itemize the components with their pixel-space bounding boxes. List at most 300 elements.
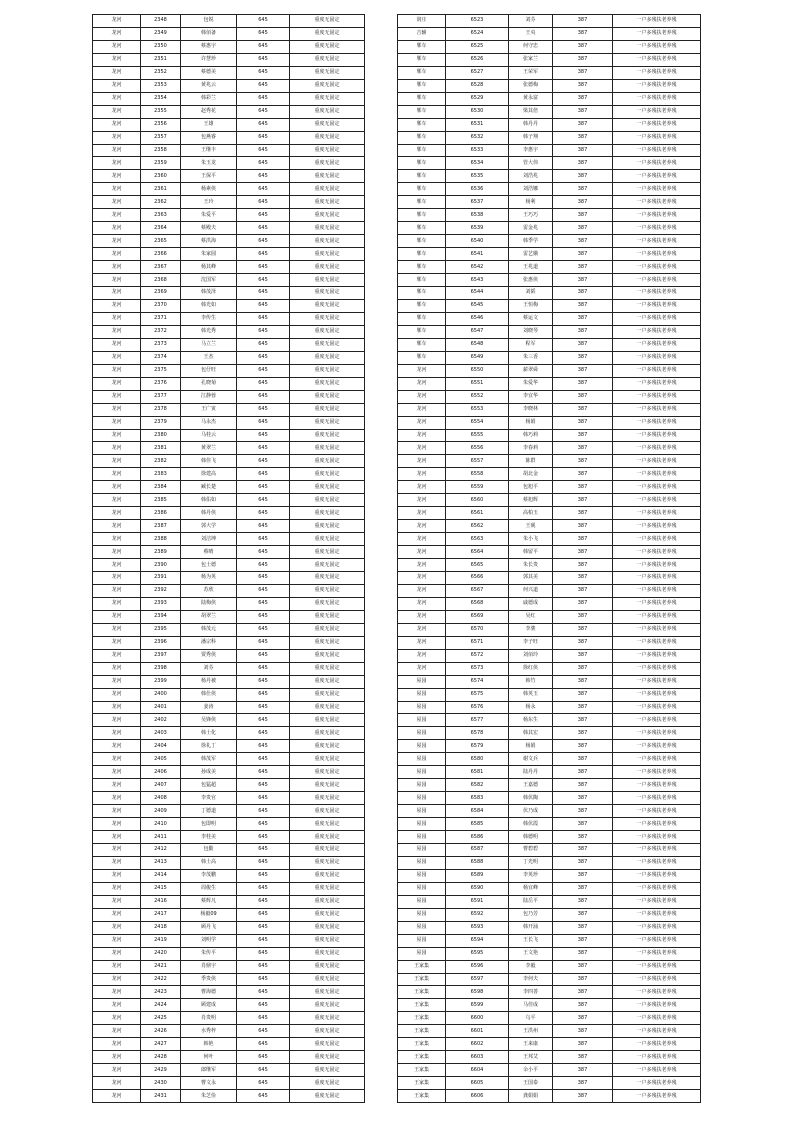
- id-cell: 6561: [446, 507, 509, 520]
- id-cell: 2382: [141, 455, 181, 468]
- region-cell: 龙河: [93, 546, 141, 559]
- region-cell: 屋园: [398, 805, 446, 818]
- category-cell: 重度无固定: [290, 183, 365, 196]
- table-row: [398, 844, 701, 857]
- region-cell: 龙河: [93, 429, 141, 442]
- region-cell: 龙河: [93, 92, 141, 105]
- table-row: [398, 805, 701, 818]
- name-cell: 周俊生: [181, 882, 237, 895]
- id-cell: 2378: [141, 403, 181, 416]
- table-row: [398, 714, 701, 727]
- category-cell: 一户多残扶老养残: [613, 675, 701, 688]
- amount-cell: 645: [237, 947, 290, 960]
- name-cell: 李桂美: [181, 831, 237, 844]
- name-cell: 包锐: [181, 15, 237, 28]
- table-row: [93, 1012, 365, 1025]
- category-cell: 重度无固定: [290, 1064, 365, 1077]
- amount-cell: 645: [237, 183, 290, 196]
- name-cell: 朱芝俭: [181, 1090, 237, 1103]
- amount-cell: 645: [237, 507, 290, 520]
- name-cell: 贾秀侠: [181, 649, 237, 662]
- name-cell: 王继丰: [181, 144, 237, 157]
- table-row: [93, 261, 365, 274]
- id-cell: 6597: [446, 973, 509, 986]
- table-row: [398, 53, 701, 66]
- region-cell: 王家集: [398, 1012, 446, 1025]
- table-row: [398, 261, 701, 274]
- name-cell: 杨毅09: [181, 908, 237, 921]
- name-cell: 韩开涌: [509, 921, 553, 934]
- category-cell: 重度无固定: [290, 118, 365, 131]
- table-row: [93, 792, 365, 805]
- id-cell: 2363: [141, 209, 181, 222]
- table-row: [398, 818, 701, 831]
- id-cell: 6552: [446, 390, 509, 403]
- name-cell: 陆梅侠: [181, 597, 237, 610]
- name-cell: 杨东生: [509, 714, 553, 727]
- table-row: [93, 40, 365, 53]
- region-cell: 龙河: [398, 429, 446, 442]
- category-cell: 重度无固定: [290, 131, 365, 144]
- region-cell: 龙河: [93, 15, 141, 28]
- id-cell: 6553: [446, 403, 509, 416]
- table-row: [93, 895, 365, 908]
- amount-cell: 387: [553, 986, 613, 999]
- category-cell: 重度无固定: [290, 779, 365, 792]
- category-cell: 一户多残扶老养残: [613, 779, 701, 792]
- category-cell: 一户多残扶老养残: [613, 222, 701, 235]
- amount-cell: 387: [553, 131, 613, 144]
- table-row: [93, 688, 365, 701]
- category-cell: 重度无固定: [290, 429, 365, 442]
- category-cell: 一户多残扶老养残: [613, 299, 701, 312]
- table-row: [93, 675, 365, 688]
- table-row: [398, 973, 701, 986]
- region-cell: 龙河: [398, 507, 446, 520]
- category-cell: 重度无固定: [290, 818, 365, 831]
- region-cell: 郸车: [398, 196, 446, 209]
- name-cell: 季贵侠: [181, 973, 237, 986]
- amount-cell: 387: [553, 533, 613, 546]
- name-cell: 杨丹被: [181, 675, 237, 688]
- amount-cell: 387: [553, 1025, 613, 1038]
- id-cell: 2362: [141, 196, 181, 209]
- name-cell: 赵秀花: [181, 105, 237, 118]
- table-row: [93, 1064, 365, 1077]
- amount-cell: 645: [237, 805, 290, 818]
- id-cell: 6583: [446, 792, 509, 805]
- region-cell: 龙河: [93, 261, 141, 274]
- amount-cell: 387: [553, 312, 613, 325]
- region-cell: 龙河: [398, 377, 446, 390]
- category-cell: 一户多残扶老养残: [613, 364, 701, 377]
- table-row: [93, 442, 365, 455]
- category-cell: 重度无固定: [290, 559, 365, 572]
- region-cell: 龙河: [93, 481, 141, 494]
- region-cell: 龙河: [93, 999, 141, 1012]
- table-row: [93, 571, 365, 584]
- category-cell: 重度无固定: [290, 960, 365, 973]
- region-cell: 郸车: [398, 183, 446, 196]
- category-cell: 重度无固定: [290, 53, 365, 66]
- region-cell: 郸车: [398, 209, 446, 222]
- amount-cell: 387: [553, 934, 613, 947]
- amount-cell: 387: [553, 377, 613, 390]
- amount-cell: 645: [237, 520, 290, 533]
- region-cell: 龙河: [93, 299, 141, 312]
- name-cell: 韩仕侠: [181, 688, 237, 701]
- name-cell: 朱爱平: [181, 209, 237, 222]
- name-cell: 刘洁坤: [181, 533, 237, 546]
- amount-cell: 645: [237, 649, 290, 662]
- category-cell: 重度无固定: [290, 856, 365, 869]
- region-cell: 龙河: [398, 403, 446, 416]
- amount-cell: 645: [237, 714, 290, 727]
- table-row: [398, 1064, 701, 1077]
- category-cell: 重度无固定: [290, 1038, 365, 1051]
- id-cell: 2384: [141, 481, 181, 494]
- table-row: [398, 481, 701, 494]
- name-cell: 王砚: [509, 520, 553, 533]
- amount-cell: 645: [237, 986, 290, 999]
- table-row: [398, 856, 701, 869]
- category-cell: 重度无固定: [290, 1012, 365, 1025]
- amount-cell: 645: [237, 1064, 290, 1077]
- id-cell: 6540: [446, 235, 509, 248]
- id-cell: 2376: [141, 377, 181, 390]
- name-cell: 王广寅: [181, 403, 237, 416]
- table-row: [93, 934, 365, 947]
- region-cell: 龙河: [93, 675, 141, 688]
- id-cell: 6567: [446, 584, 509, 597]
- amount-cell: 645: [237, 740, 290, 753]
- amount-cell: 387: [553, 571, 613, 584]
- id-cell: 2403: [141, 727, 181, 740]
- amount-cell: 387: [553, 869, 613, 882]
- table-row: [93, 818, 365, 831]
- name-cell: 潘宗科: [181, 636, 237, 649]
- region-cell: 龙河: [93, 792, 141, 805]
- region-cell: 郸车: [398, 118, 446, 131]
- region-cell: 郸车: [398, 235, 446, 248]
- id-cell: 6598: [446, 986, 509, 999]
- category-cell: 一户多残扶老养残: [613, 455, 701, 468]
- id-cell: 6527: [446, 66, 509, 79]
- category-cell: 重度无固定: [290, 442, 365, 455]
- amount-cell: 387: [553, 170, 613, 183]
- amount-cell: 645: [237, 390, 290, 403]
- id-cell: 2374: [141, 351, 181, 364]
- name-cell: 乌平: [509, 1012, 553, 1025]
- table-row: [398, 118, 701, 131]
- name-cell: 刘晓琴: [509, 325, 553, 338]
- id-cell: 2353: [141, 79, 181, 92]
- amount-cell: 645: [237, 105, 290, 118]
- id-cell: 2389: [141, 546, 181, 559]
- table-row: [93, 235, 365, 248]
- amount-cell: 387: [553, 831, 613, 844]
- category-cell: 重度无固定: [290, 947, 365, 960]
- table-row: [93, 507, 365, 520]
- region-cell: 屋园: [398, 714, 446, 727]
- region-cell: 龙河: [398, 520, 446, 533]
- table-row: [398, 1025, 701, 1038]
- name-cell: 陆丹丹: [509, 766, 553, 779]
- amount-cell: 387: [553, 973, 613, 986]
- amount-cell: 387: [553, 805, 613, 818]
- name-cell: 李贵官: [181, 792, 237, 805]
- category-cell: 重度无固定: [290, 610, 365, 623]
- category-cell: 一户多残扶老养残: [613, 170, 701, 183]
- id-cell: 2410: [141, 818, 181, 831]
- region-cell: 屋园: [398, 844, 446, 857]
- id-cell: 2368: [141, 274, 181, 287]
- id-cell: 6526: [446, 53, 509, 66]
- amount-cell: 387: [553, 364, 613, 377]
- table-row: [93, 92, 365, 105]
- table-row: [398, 1012, 701, 1025]
- region-cell: 龙河: [398, 533, 446, 546]
- category-cell: 重度无固定: [290, 416, 365, 429]
- id-cell: 6529: [446, 92, 509, 105]
- table-row: [398, 649, 701, 662]
- category-cell: 重度无固定: [290, 507, 365, 520]
- id-cell: 2395: [141, 623, 181, 636]
- id-cell: 2402: [141, 714, 181, 727]
- id-cell: 6604: [446, 1064, 509, 1077]
- category-cell: 重度无固定: [290, 1051, 365, 1064]
- id-cell: 2351: [141, 53, 181, 66]
- name-cell: 包旭平: [509, 481, 553, 494]
- name-cell: 王保平: [181, 170, 237, 183]
- name-cell: 肖贵明: [181, 1012, 237, 1025]
- amount-cell: 387: [553, 351, 613, 364]
- id-cell: 6579: [446, 740, 509, 753]
- region-cell: 龙河: [93, 183, 141, 196]
- id-cell: 6591: [446, 895, 509, 908]
- table-row: [93, 766, 365, 779]
- table-row: [93, 299, 365, 312]
- id-cell: 2355: [141, 105, 181, 118]
- table-row: [398, 403, 701, 416]
- id-cell: 6585: [446, 818, 509, 831]
- amount-cell: 387: [553, 960, 613, 973]
- name-cell: 包即明: [181, 818, 237, 831]
- amount-cell: 387: [553, 27, 613, 40]
- region-cell: 王家集: [398, 986, 446, 999]
- name-cell: 王国泰: [509, 1077, 553, 1090]
- table-row: [398, 429, 701, 442]
- name-cell: 王来康: [509, 1038, 553, 1051]
- region-cell: 龙河: [93, 235, 141, 248]
- table-row: [398, 507, 701, 520]
- category-cell: 一户多残扶老养残: [613, 429, 701, 442]
- category-cell: 一户多残扶老养残: [613, 1064, 701, 1077]
- table-row: [398, 364, 701, 377]
- amount-cell: 387: [553, 921, 613, 934]
- category-cell: 重度无固定: [290, 170, 365, 183]
- amount-cell: 645: [237, 377, 290, 390]
- category-cell: 一户多残扶老养残: [613, 908, 701, 921]
- table-row: [93, 533, 365, 546]
- name-cell: 王文艳: [509, 947, 553, 960]
- region-cell: 龙河: [93, 274, 141, 287]
- amount-cell: 645: [237, 15, 290, 28]
- amount-cell: 387: [553, 248, 613, 261]
- amount-cell: 645: [237, 792, 290, 805]
- table-row: [398, 40, 701, 53]
- region-cell: 龙河: [93, 610, 141, 623]
- id-cell: 2393: [141, 597, 181, 610]
- name-cell: 水秀梓: [181, 1025, 237, 1038]
- category-cell: 重度无固定: [290, 792, 365, 805]
- table-row: [398, 79, 701, 92]
- category-cell: 重度无固定: [290, 636, 365, 649]
- table-row: [93, 27, 365, 40]
- amount-cell: 645: [237, 261, 290, 274]
- id-cell: 2428: [141, 1051, 181, 1064]
- id-cell: 2348: [141, 15, 181, 28]
- amount-cell: 387: [553, 261, 613, 274]
- category-cell: 一户多残扶老养残: [613, 27, 701, 40]
- table-row: [398, 908, 701, 921]
- id-cell: 6534: [446, 157, 509, 170]
- region-cell: 龙河: [398, 390, 446, 403]
- table-row: [398, 1038, 701, 1051]
- table-row: [93, 429, 365, 442]
- amount-cell: 387: [553, 636, 613, 649]
- amount-cell: 645: [237, 779, 290, 792]
- amount-cell: 645: [237, 338, 290, 351]
- amount-cell: 387: [553, 753, 613, 766]
- id-cell: 2416: [141, 895, 181, 908]
- name-cell: 谢文兵: [509, 753, 553, 766]
- name-cell: 郭大学: [181, 520, 237, 533]
- id-cell: 6531: [446, 118, 509, 131]
- amount-cell: 387: [553, 118, 613, 131]
- id-cell: 2388: [141, 533, 181, 546]
- category-cell: 重度无固定: [290, 79, 365, 92]
- category-cell: 一户多残扶老养残: [613, 895, 701, 908]
- id-cell: 2413: [141, 856, 181, 869]
- table-row: [398, 15, 701, 28]
- name-cell: 苏欣: [181, 584, 237, 597]
- id-cell: 6546: [446, 312, 509, 325]
- category-cell: 一户多残扶老养残: [613, 714, 701, 727]
- id-cell: 2360: [141, 170, 181, 183]
- category-cell: 一户多残扶老养残: [613, 973, 701, 986]
- region-cell: 龙河: [93, 1025, 141, 1038]
- id-cell: 2421: [141, 960, 181, 973]
- amount-cell: 387: [553, 792, 613, 805]
- id-cell: 2367: [141, 261, 181, 274]
- id-cell: 6563: [446, 533, 509, 546]
- category-cell: 重度无固定: [290, 740, 365, 753]
- table-row: [93, 1090, 365, 1103]
- id-cell: 2361: [141, 183, 181, 196]
- amount-cell: 645: [237, 196, 290, 209]
- table-row: [398, 934, 701, 947]
- amount-cell: 387: [553, 92, 613, 105]
- table-row: [93, 779, 365, 792]
- category-cell: 重度无固定: [290, 287, 365, 300]
- id-cell: 6592: [446, 908, 509, 921]
- name-cell: 管大伟: [509, 157, 553, 170]
- id-cell: 6562: [446, 520, 509, 533]
- region-cell: 屋园: [398, 753, 446, 766]
- name-cell: 黄永富: [509, 92, 553, 105]
- category-cell: 一户多残扶老养残: [613, 183, 701, 196]
- amount-cell: 645: [237, 1051, 290, 1064]
- region-cell: 屋园: [398, 831, 446, 844]
- region-cell: 屋园: [398, 908, 446, 921]
- name-cell: 王杰: [181, 351, 237, 364]
- amount-cell: 645: [237, 209, 290, 222]
- name-cell: 包乃芳: [509, 908, 553, 921]
- category-cell: 重度无固定: [290, 662, 365, 675]
- category-cell: 重度无固定: [290, 299, 365, 312]
- region-cell: 龙河: [93, 520, 141, 533]
- name-cell: 孔晓菊: [181, 377, 237, 390]
- name-cell: 马永杰: [181, 416, 237, 429]
- category-cell: 重度无固定: [290, 844, 365, 857]
- table-row: [93, 559, 365, 572]
- amount-cell: 645: [237, 157, 290, 170]
- region-cell: 润庄: [398, 15, 446, 28]
- amount-cell: 387: [553, 455, 613, 468]
- id-cell: 6528: [446, 79, 509, 92]
- category-cell: 一户多残扶老养残: [613, 856, 701, 869]
- amount-cell: 645: [237, 40, 290, 53]
- id-cell: 6555: [446, 429, 509, 442]
- category-cell: 重度无固定: [290, 27, 365, 40]
- amount-cell: 645: [237, 299, 290, 312]
- category-cell: 重度无固定: [290, 455, 365, 468]
- category-cell: 重度无固定: [290, 1090, 365, 1103]
- amount-cell: 645: [237, 131, 290, 144]
- table-row: [93, 364, 365, 377]
- name-cell: 杨永: [509, 701, 553, 714]
- category-cell: 重度无固定: [290, 481, 365, 494]
- category-cell: 重度无固定: [290, 66, 365, 79]
- category-cell: 重度无固定: [290, 92, 365, 105]
- id-cell: 6560: [446, 494, 509, 507]
- region-cell: 屋园: [398, 792, 446, 805]
- id-cell: 2427: [141, 1038, 181, 1051]
- id-cell: 6539: [446, 222, 509, 235]
- amount-cell: 387: [553, 597, 613, 610]
- region-cell: 龙河: [93, 779, 141, 792]
- amount-cell: 387: [553, 222, 613, 235]
- category-cell: 一户多残扶老养残: [613, 753, 701, 766]
- region-cell: 龙河: [398, 649, 446, 662]
- region-cell: 王家集: [398, 1038, 446, 1051]
- name-cell: 韩茂元: [181, 623, 237, 636]
- amount-cell: 645: [237, 235, 290, 248]
- id-cell: 2419: [141, 934, 181, 947]
- id-cell: 2425: [141, 1012, 181, 1025]
- table-row: [398, 351, 701, 364]
- amount-cell: 645: [237, 1090, 290, 1103]
- id-cell: 6589: [446, 869, 509, 882]
- table-row: [93, 157, 365, 170]
- id-cell: 2366: [141, 248, 181, 261]
- category-cell: 重度无固定: [290, 623, 365, 636]
- category-cell: 一户多残扶老养残: [613, 571, 701, 584]
- id-cell: 6572: [446, 649, 509, 662]
- id-cell: 6541: [446, 248, 509, 261]
- name-cell: 朱玉龙: [181, 157, 237, 170]
